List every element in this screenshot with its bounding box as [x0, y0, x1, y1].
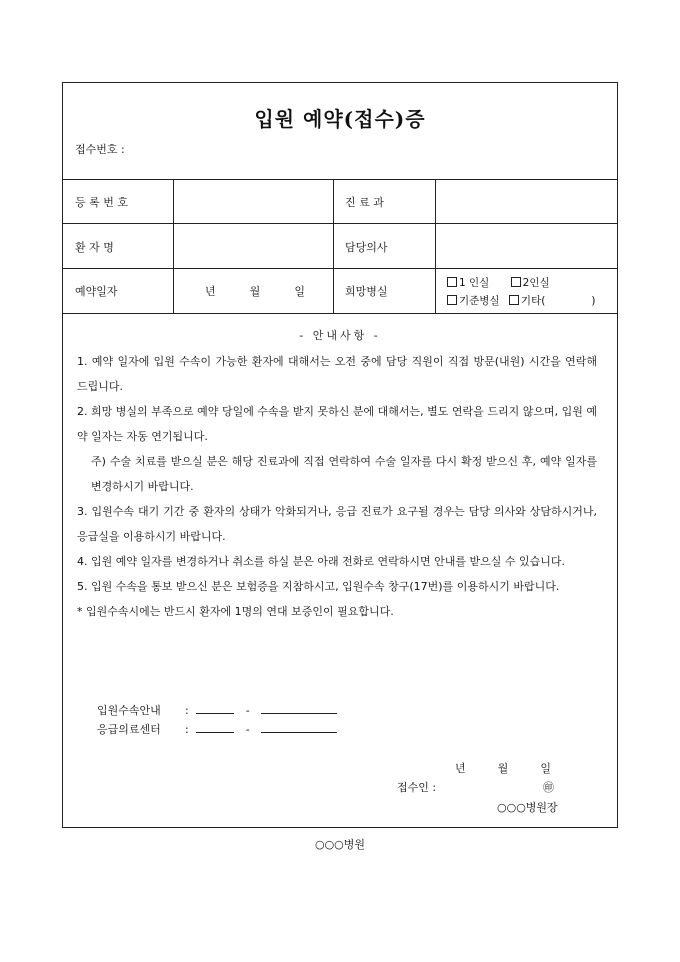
notice-item: 1. 예약 일자에 입원 수속이 가능한 환자에 대해서는 오전 중에 담당 직원이 직접 방문(내원) 시간을 연락해 드립니다.: [77, 355, 597, 393]
phone-area-field[interactable]: [196, 703, 234, 714]
reservation-date-label: 예약일자: [75, 285, 118, 298]
seal-mark: ㊞: [543, 781, 554, 794]
page-title: 입원 예약(접수)증: [254, 107, 426, 131]
phone-number-field[interactable]: [261, 703, 337, 714]
reservation-date-field[interactable]: [173, 269, 333, 313]
doctor-field[interactable]: [435, 224, 617, 269]
issue-date: 년 월 일: [455, 762, 551, 775]
room-options: [435, 269, 617, 313]
phone-number-field[interactable]: [261, 722, 337, 733]
form-row-patient: [63, 223, 617, 269]
room-option-standard[interactable]: 기준병실: [447, 293, 500, 308]
hospital-name: ○○○병원: [314, 838, 366, 851]
form-row-date: [63, 268, 617, 314]
reservation-form: [62, 82, 618, 828]
doctor-label: 담당의사: [345, 240, 388, 254]
checkbox-icon: [447, 277, 457, 287]
contact-emergency: 응급의료센터 : -: [97, 721, 337, 737]
date-year: 년: [205, 285, 216, 298]
form-row-registration: [63, 179, 617, 224]
reg-no-label: 등 록 번 호: [75, 196, 128, 209]
notice-item: 5. 입원 수속을 통보 받으신 분은 보험증을 지참하시고, 입원수속 창구(17번)를 이용하시기 바랍니다.: [77, 580, 560, 593]
receipt-number-label: 접수번호 :: [75, 143, 125, 156]
notice-header: - 안내사항 -: [299, 329, 381, 342]
room-option-double[interactable]: 2인실: [511, 275, 550, 290]
checkbox-icon: [511, 277, 521, 287]
receiver-label: 접수인 :: [397, 781, 437, 794]
checkbox-icon: [509, 295, 519, 305]
phone-area-field[interactable]: [196, 722, 234, 733]
notice-item: 주) 수술 치료를 받으실 분은 해당 진료과에 직접 연락하여 수술 일자를 다시 확정 받으신 후, 예약 일자를 변경하시기 바랍니다.: [91, 455, 597, 493]
date-month: 월: [249, 285, 261, 298]
room-option-single[interactable]: 1 인실: [447, 275, 489, 290]
room-option-other[interactable]: 기타( ): [509, 293, 596, 308]
patient-name-label: 환 자 명: [75, 240, 114, 254]
notice-item: * 입원수속시에는 반드시 환자에 1명의 연대 보증인이 필요합니다.: [77, 605, 394, 618]
notice-item: 2. 희망 병실의 부족으로 예약 당일에 수속을 받지 못하신 분에 대해서는, 별도 연락을 드리지 않으며, 입원 예약 일자는 자동 연기됩니다.: [77, 405, 597, 443]
reg-no-field[interactable]: [173, 180, 333, 224]
dept-label: 진 료 과: [345, 196, 384, 209]
room-label: 희망병실: [345, 285, 388, 298]
notice-item: 3. 입원수속 대기 기간 중 환자의 상태가 악화되거나, 응급 진료가 요구될 경우는 담당 의사와 상담하시거나, 응급실을 이용하시기 바랍니다.: [77, 505, 597, 543]
patient-name-field[interactable]: [173, 224, 333, 269]
checkbox-icon: [447, 295, 457, 305]
notice-list: [77, 349, 597, 624]
date-day: 일: [294, 285, 305, 298]
hospital-director: ○○○병원장: [497, 801, 558, 814]
notice-item: 4. 입원 예약 일자를 변경하거나 취소를 하실 분은 아래 전화로 연락하시면 안내를 받으실 수 있습니다.: [77, 555, 565, 568]
dept-field[interactable]: [435, 180, 617, 224]
contact-admission: 입원수속안내 : -: [97, 702, 337, 718]
